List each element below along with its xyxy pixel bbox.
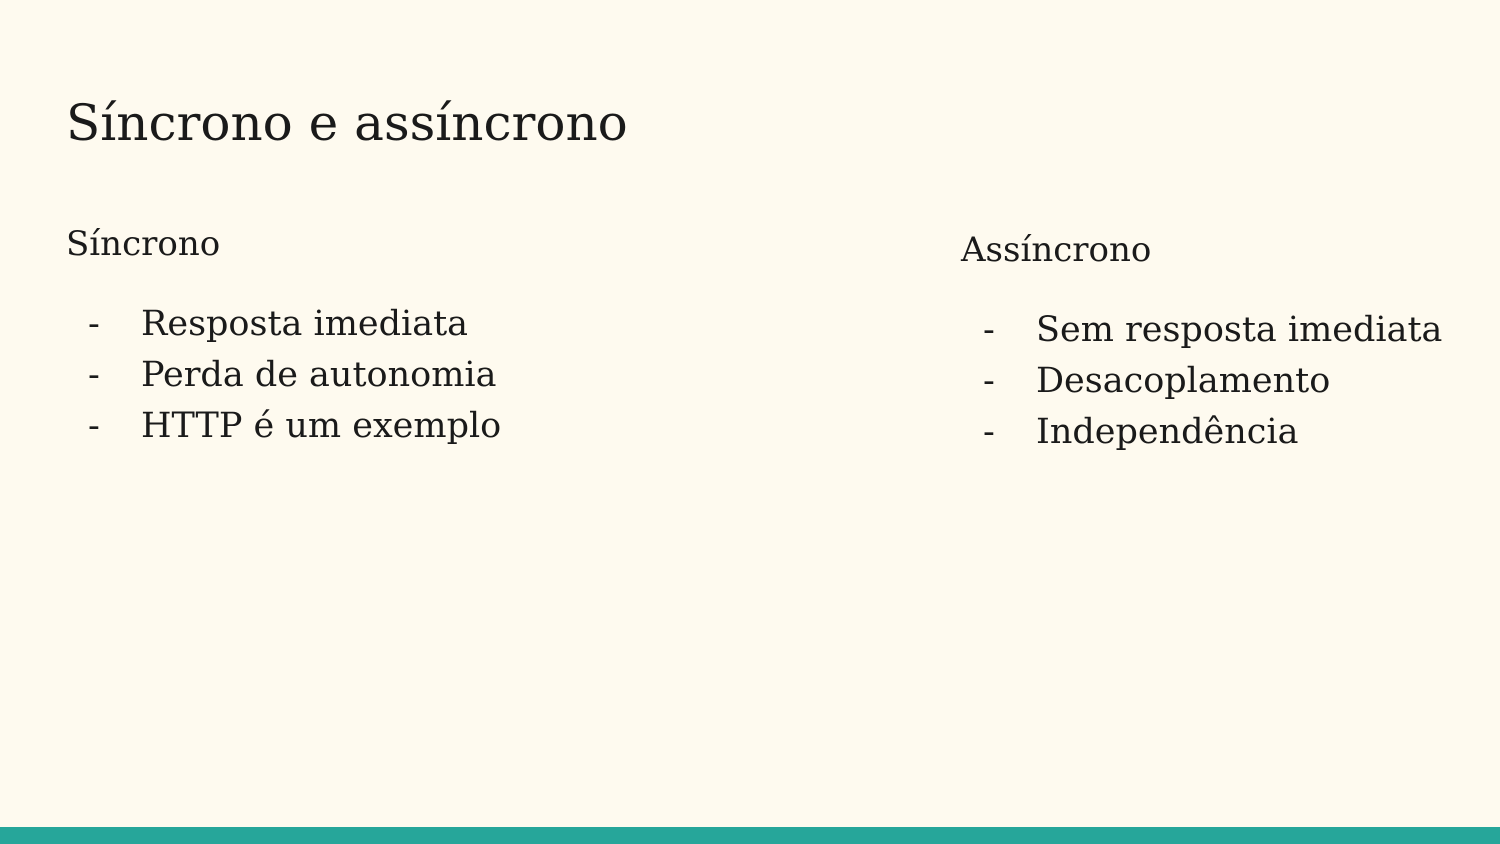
bullet-dash-icon: - xyxy=(88,355,100,395)
bullet-text: Independência xyxy=(1036,412,1299,452)
bullet-text: Perda de autonomia xyxy=(141,355,497,395)
column-sincrono xyxy=(66,222,501,452)
list-item xyxy=(961,407,1442,458)
column-assincrono xyxy=(961,228,1442,458)
list-item xyxy=(66,299,501,350)
bullet-list-sincrono xyxy=(66,299,501,452)
list-item xyxy=(66,350,501,401)
list-item xyxy=(66,401,501,452)
bullet-list-assincrono xyxy=(961,305,1442,458)
bullet-text: HTTP é um exemplo xyxy=(141,406,502,446)
list-item xyxy=(961,356,1442,407)
bullet-dash-icon: - xyxy=(983,361,995,401)
bullet-text: Desacoplamento xyxy=(1036,361,1331,401)
slide-title: Síncrono e assíncrono xyxy=(66,94,628,152)
bullet-dash-icon: - xyxy=(983,310,995,350)
footer-accent-bar xyxy=(0,827,1500,844)
bullet-text: Sem resposta imediata xyxy=(1036,310,1443,350)
column-heading-assincrono: Assíncrono xyxy=(961,230,1152,270)
bullet-text: Resposta imediata xyxy=(141,304,469,344)
bullet-dash-icon: - xyxy=(983,412,995,452)
list-item xyxy=(961,305,1442,356)
bullet-dash-icon: - xyxy=(88,304,100,344)
bullet-dash-icon: - xyxy=(88,406,100,446)
column-heading-sincrono: Síncrono xyxy=(66,224,221,264)
